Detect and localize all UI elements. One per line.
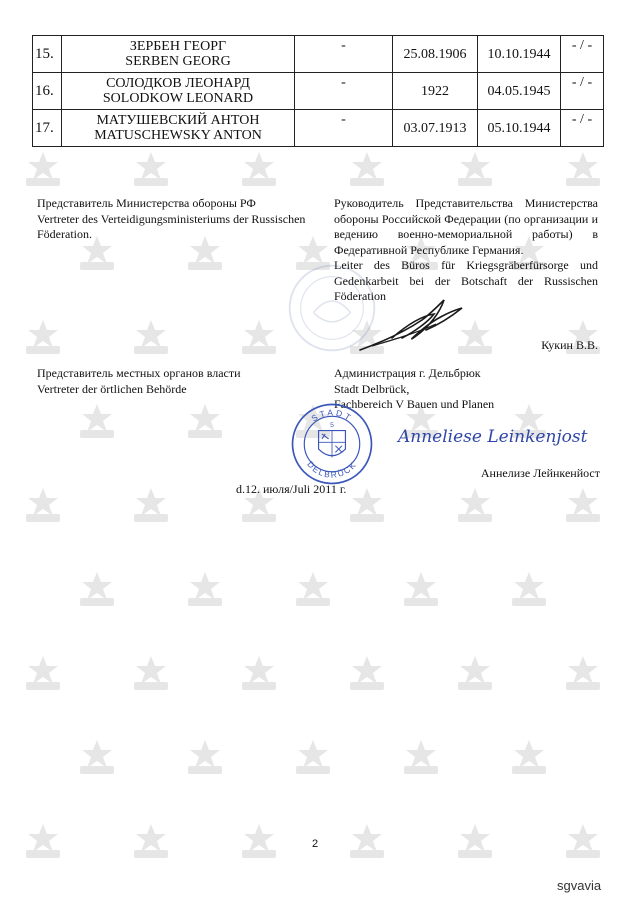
administration-department: Fachbereich V Bauen und Planen xyxy=(334,397,495,411)
grave-cell: - / - xyxy=(561,73,604,110)
leinkenjost-signature xyxy=(396,420,626,450)
watermark-emblem xyxy=(20,150,66,190)
row-number: 17. xyxy=(33,110,62,147)
birth-date-cell: 1922 xyxy=(393,73,478,110)
stamp-number: 5 xyxy=(330,422,334,430)
office-head-de: Leiter des Büros für Kriegsgräberfürsorge und Gedenkarbeit bei der Botschaft der Russischen Föderation xyxy=(334,258,598,303)
watermark-emblem xyxy=(236,318,282,358)
watermark-emblem xyxy=(20,822,66,862)
name-de: SOLODKOW LEONARD xyxy=(102,91,254,106)
watermark-emblem xyxy=(128,318,174,358)
death-date-cell: 05.10.1944 xyxy=(478,110,561,147)
table-row xyxy=(33,110,604,147)
leinkenjost-name: Аннелизе Лейнкенйост xyxy=(480,466,600,480)
ministry-representative-block xyxy=(37,196,315,243)
administration-ru: Администрация г. Дельбрюк xyxy=(334,366,481,380)
watermark-emblem xyxy=(560,150,606,190)
name-cell xyxy=(62,36,295,73)
watermark-emblem xyxy=(506,570,552,610)
watermark-emblem xyxy=(128,150,174,190)
row-number: 15. xyxy=(33,36,62,73)
graves-table xyxy=(32,35,604,147)
death-date-cell: 04.05.1945 xyxy=(478,73,561,110)
watermark-emblem xyxy=(236,150,282,190)
watermark-emblem xyxy=(128,654,174,694)
name-ru: СОЛОДКОВ ЛЕОНАРД xyxy=(106,76,250,91)
signature-text: Anneliese Leinkenjost xyxy=(398,427,588,447)
grave-cell: - / - xyxy=(561,110,604,147)
svg-text:STADT xyxy=(309,407,354,423)
local-authority-de: Vertreter der örtlichen Behörde xyxy=(37,381,187,396)
watermark-emblem xyxy=(20,318,66,358)
grave-cell: - / - xyxy=(561,36,604,73)
watermark-emblem xyxy=(236,822,282,862)
watermark-emblem xyxy=(20,486,66,526)
watermark-emblem xyxy=(452,150,498,190)
office-head-ru: Руководитель Представительства Министерства обороны Российской Федерации (по организации и ведению военно-мемориальной работы) в Федеративной Республике Германия. xyxy=(334,196,598,257)
watermark-emblem xyxy=(560,654,606,694)
rank-cell: - xyxy=(295,36,393,73)
ministry-rep-ru: Представитель Министерства обороны РФ xyxy=(37,196,256,210)
watermark-emblem xyxy=(74,570,120,610)
stamp-bottom-text: DELBRÜCK xyxy=(305,459,359,480)
watermark-emblem xyxy=(452,486,498,526)
kukin-signature xyxy=(352,294,474,356)
watermark-emblem xyxy=(560,486,606,526)
watermark-emblem xyxy=(344,486,390,526)
birth-date-cell: 03.07.1913 xyxy=(393,110,478,147)
watermark-emblem xyxy=(344,654,390,694)
name-ru: ЗЕРБЕН ГЕОРГ xyxy=(129,39,227,54)
city-stamp xyxy=(290,402,374,486)
watermark-emblem xyxy=(20,654,66,694)
watermark-emblem xyxy=(290,738,336,778)
table-row xyxy=(33,36,604,73)
watermark-emblem xyxy=(128,822,174,862)
name-cell xyxy=(62,110,295,147)
sgvavia-logo: sgvavia xyxy=(557,878,602,893)
watermark-emblem xyxy=(560,822,606,862)
local-authority-block xyxy=(37,366,315,397)
watermark-emblem xyxy=(398,570,444,610)
svg-text:DELBRÜCK xyxy=(305,459,359,480)
page-number: 2 xyxy=(312,838,319,850)
rank-cell: - xyxy=(295,73,393,110)
office-head-block xyxy=(334,196,598,305)
death-date-cell: 10.10.1944 xyxy=(478,36,561,73)
ministry-rep-de: Vertreter des Verteidigungsministeriums der Russischen Föderation. xyxy=(37,211,306,241)
watermark-emblem xyxy=(182,570,228,610)
watermark-emblem xyxy=(182,402,228,442)
date-line: d.12. июля/Juli 2011 г. xyxy=(236,482,347,496)
watermark-emblem xyxy=(452,822,498,862)
watermark-emblem xyxy=(290,570,336,610)
table-row xyxy=(33,73,604,110)
watermark-emblem xyxy=(128,486,174,526)
stamp-top-text: STADT xyxy=(309,407,355,424)
watermark-emblem xyxy=(344,822,390,862)
watermark-emblem xyxy=(452,654,498,694)
watermark-emblem xyxy=(236,654,282,694)
watermark-emblem xyxy=(344,150,390,190)
administration-de: Stadt Delbrück, xyxy=(334,381,410,396)
watermark-emblem xyxy=(398,738,444,778)
row-number: 16. xyxy=(33,73,62,110)
name-ru: МАТУШЕВСКИЙ АНТОН xyxy=(96,113,260,128)
name-de: MATUSCHEWSKY ANTON xyxy=(94,128,262,143)
local-authority-ru: Представитель местных органов власти xyxy=(37,366,241,380)
name-cell xyxy=(62,73,295,110)
birth-date-cell: 25.08.1906 xyxy=(393,36,478,73)
watermark-emblem xyxy=(506,738,552,778)
name-de: SERBEN GEORG xyxy=(125,54,231,69)
watermark-emblem xyxy=(182,738,228,778)
watermark-emblem xyxy=(74,738,120,778)
rank-cell: - xyxy=(295,110,393,147)
kukin-name: Кукин В.В. xyxy=(541,338,598,352)
watermark-emblem xyxy=(74,402,120,442)
